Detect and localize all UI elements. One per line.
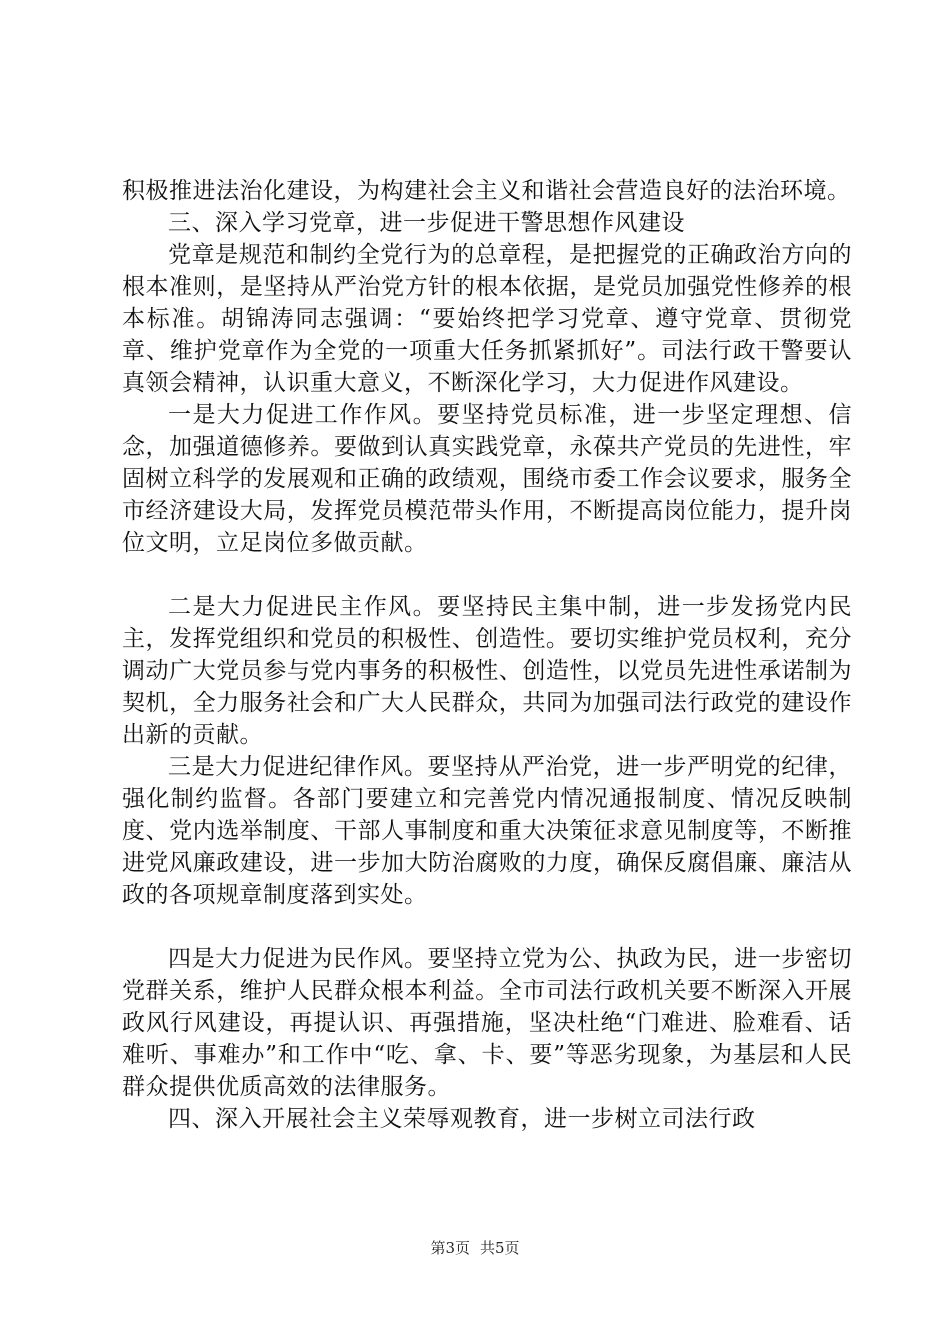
paragraph-work-style: 一是大力促进工作作风。要坚持党员标准，进一步坚定理想、信念，加强道德修养。要做到认真实践党章，永葆共产党员的先进性，牢固树立科学的发展观和正确的政绩观，围绕市委工作会议要求，服务全市经济建设大局，发挥党员模范带头作用，不断提高岗位能力，提升岗位文明，立足岗位多做贡献。 (122, 402, 852, 556)
paragraph-continuation: 积极推进法治化建设，为构建社会主义和谐社会营造良好的法治环境。 (122, 178, 851, 204)
paragraph-democratic-style: 二是大力促进民主作风。要坚持民主集中制，进一步发扬党内民主，发挥党组织和党员的积极性、创造性。要切实维护党员权利，充分调动广大党员参与党内事务的积极性、创造性，以党员先进性承诺制为契机，全力服务社会和广大人民群众，共同为加强司法行政党的建设作出新的贡献。 (122, 594, 852, 748)
paragraph-party-constitution: 党章是规范和制约全党行为的总章程，是把握党的正确政治方向的根本准则，是坚持从严治党方针的根本依据，是党员加强党性修养的根本标准。胡锦涛同志强调：“要始终把学习党章、遵守党章、贯彻党章、维护党章作为全党的一项重大任务抓紧抓好”。司法行政干警要认真领会精神，认识重大意义，不断深化学习，大力促进作风建设。 (122, 242, 852, 396)
page-number: 第3页 (430, 1239, 470, 1257)
paragraph-people-style: 四是大力促进为民作风。要坚持立党为公、执政为民，进一步密切党群关系，维护人民群众根本利益。全市司法行政机关要不断深入开展政风行风建设，再提认识、再强措施，坚决杜绝“门难进、脸难看、话难听、事难办”和工作中“吃、拿、卡、要”等恶劣现象，为基层和人民群众提供优质高效的法律服务。 (122, 946, 852, 1100)
section-heading-4: 四、深入开展社会主义荣辱观教育，进一步树立司法行政 (168, 1106, 756, 1132)
page-footer (0, 1238, 950, 1258)
section-heading-3: 三、深入学习党章，进一步促进干警思想作风建设 (168, 210, 685, 236)
document-body (122, 175, 852, 1135)
paragraph-discipline-style: 三是大力促进纪律作风。要坚持从严治党，进一步严明党的纪律，强化制约监督。各部门要建立和完善党内情况通报制度、情况反映制度、党内选举制度、干部人事制度和重大决策征求意见制度等，不断推进党风廉政建设，进一步加大防治腐败的力度，确保反腐倡廉、廉洁从政的各项规章制度落到实处。 (122, 754, 852, 908)
page-total: 共5页 (480, 1239, 520, 1257)
